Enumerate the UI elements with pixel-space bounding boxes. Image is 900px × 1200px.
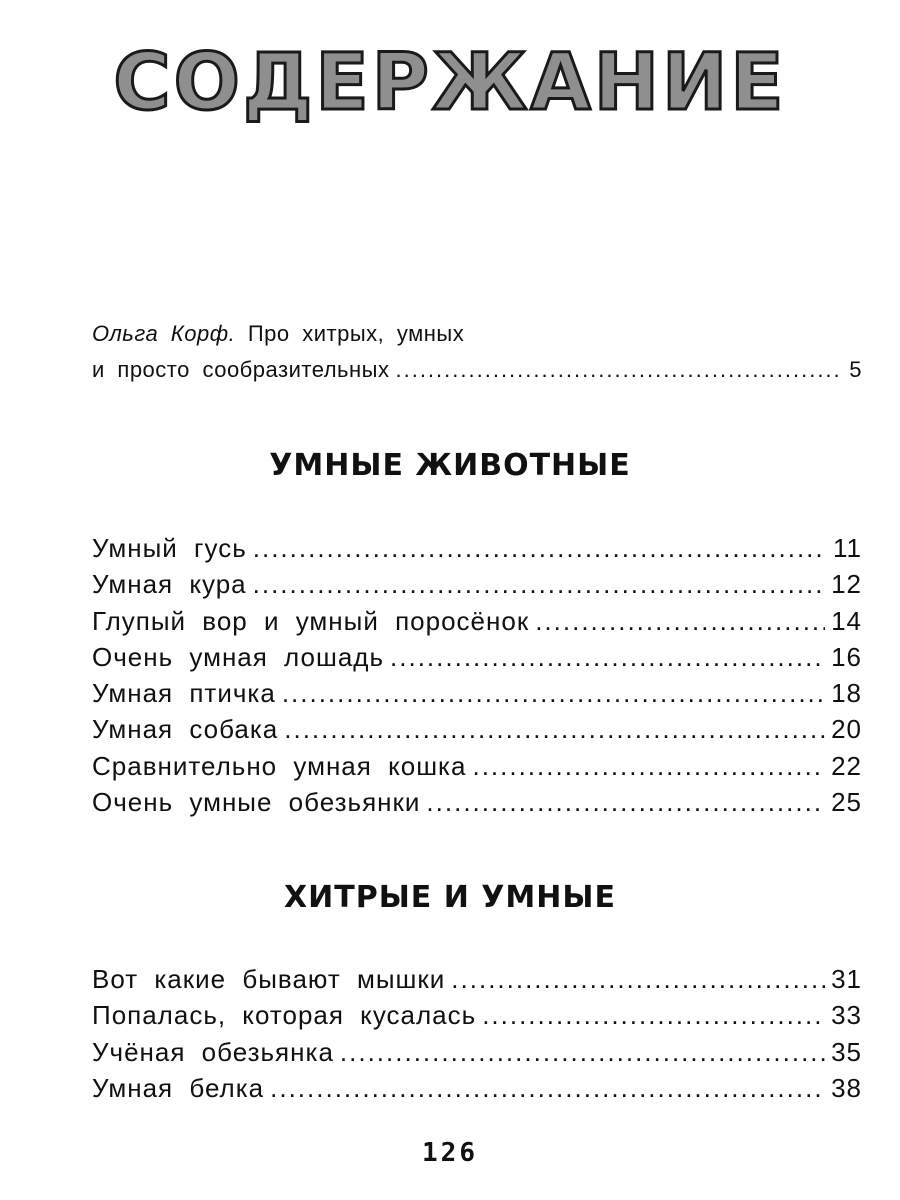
entry-page: 31 xyxy=(831,964,862,994)
toc-entry xyxy=(92,1034,862,1070)
toc-entry xyxy=(92,711,862,747)
dot-leader xyxy=(390,639,825,675)
entry-title: Очень умная лошадь xyxy=(92,641,385,672)
toc-entry xyxy=(92,566,862,602)
page-number: 126 xyxy=(422,1138,478,1168)
entry-title: Умный гусь xyxy=(92,533,247,563)
intro-title-line2: и просто сообразительных xyxy=(92,357,390,382)
entry-page: 18 xyxy=(831,678,862,709)
entry-title: Умная кура xyxy=(92,569,247,600)
intro-entry xyxy=(92,316,862,388)
entry-page: 25 xyxy=(831,787,862,818)
dot-leader xyxy=(340,1034,825,1070)
entry-title: Вот какие бывают мышки xyxy=(92,964,446,994)
section-heading-cunning-and-smart: ХИТРЫЕ И УМНЫЕ xyxy=(284,880,616,915)
entry-title: Умная птичка xyxy=(92,678,276,709)
dot-leader xyxy=(284,711,825,747)
toc-entry xyxy=(92,1070,862,1106)
entry-title: Глупый вор и умный поросёнок xyxy=(92,605,530,636)
toc-entry xyxy=(92,639,862,675)
entry-title: Умная белка xyxy=(92,1072,265,1103)
dot-leader xyxy=(482,997,825,1033)
toc-entry xyxy=(92,675,862,711)
intro-title-line1: Про хитрых, умных xyxy=(247,321,465,346)
dot-leader xyxy=(426,784,825,820)
entry-title: Умная собака xyxy=(92,714,279,745)
dot-leader xyxy=(535,603,825,639)
dot-leader xyxy=(282,675,825,711)
dot-leader xyxy=(395,352,843,388)
toc-section-1 xyxy=(92,530,862,820)
entry-title: Очень умные обезьянки xyxy=(92,787,421,818)
page-title: СОДЕРЖАНИЕ xyxy=(113,38,787,128)
toc-entry xyxy=(92,961,862,997)
dot-leader xyxy=(270,1070,825,1106)
dot-leader xyxy=(253,530,827,566)
dot-leader xyxy=(472,748,825,784)
toc-entry xyxy=(92,748,862,784)
intro-page: 5 xyxy=(849,357,862,382)
entry-page: 38 xyxy=(831,1072,862,1103)
toc-entry xyxy=(92,997,862,1033)
entry-page: 14 xyxy=(831,605,862,636)
entry-page: 16 xyxy=(831,641,862,672)
entry-page: 35 xyxy=(831,1036,862,1067)
toc-entry xyxy=(92,530,862,566)
intro-author: Ольга Корф. xyxy=(92,321,236,346)
dot-leader xyxy=(253,566,825,602)
entry-page: 11 xyxy=(833,533,862,563)
entry-title: Сравнительно умная кошка xyxy=(92,750,467,781)
dot-leader xyxy=(451,961,825,997)
entry-page: 20 xyxy=(831,714,862,745)
entry-title: Учёная обезьянка xyxy=(92,1036,334,1067)
toc-section-2 xyxy=(92,961,862,1106)
entry-title: Попалась, которая кусалась xyxy=(92,1000,477,1031)
entry-page: 22 xyxy=(831,750,862,781)
toc-entry xyxy=(92,784,862,820)
section-heading-smart-animals: УМНЫЕ ЖИВОТНЫЕ xyxy=(269,448,631,483)
entry-page: 12 xyxy=(831,569,862,600)
entry-page: 33 xyxy=(831,1000,862,1031)
toc-entry xyxy=(92,603,862,639)
